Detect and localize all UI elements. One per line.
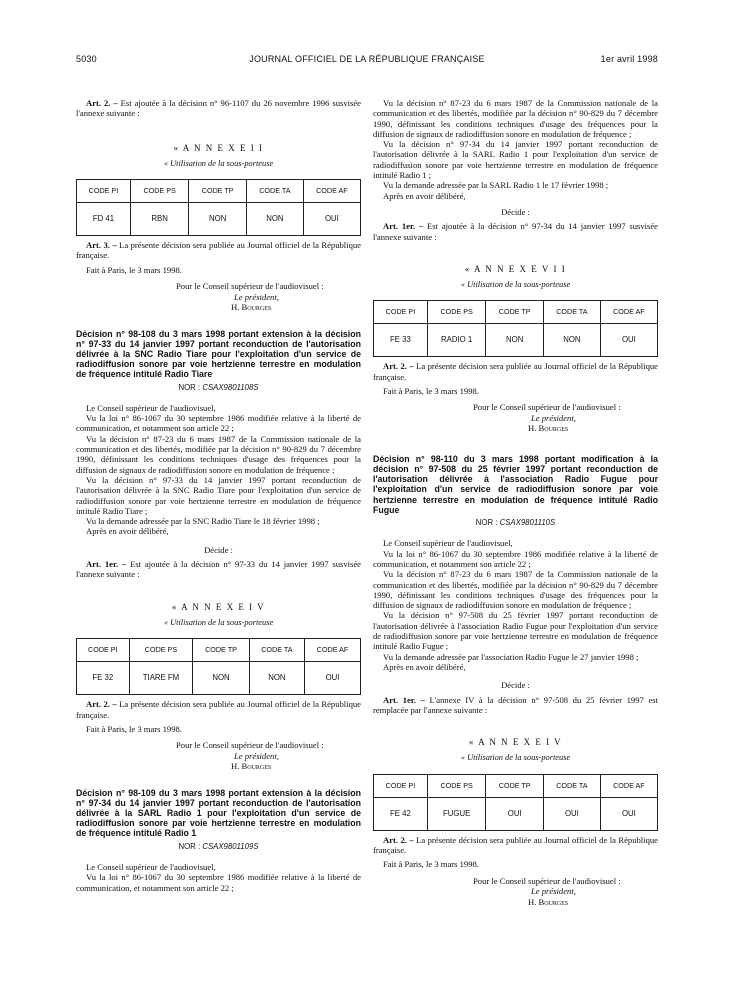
left-column [76, 98, 361, 893]
table-cell: FUGUE [427, 797, 486, 830]
annex-table [373, 300, 658, 357]
table-cell: NON [193, 662, 249, 695]
nor-reference: NOR : CSAX9801110S [475, 518, 556, 528]
paragraph: Vu la demande adressée par l'association Radio Fugue le 27 janvier 1998 ; [383, 651, 639, 662]
article-paragraph: Art. 1er. – L'annexe IV à la décision n° 97-508 du 25 février 1997 est remplacée par l'annexe suivante : [373, 694, 658, 715]
date-line: Fait à Paris, le 3 mars 1998. [383, 859, 479, 870]
paragraph: Vu la loi n° 86-1067 du 30 septembre 1986 modifiée relative à la liberté de communication, et notamment son article 22 ; [76, 872, 361, 893]
decide-heading: Décide : [204, 544, 233, 555]
table-header: CODE PS [129, 639, 193, 662]
paragraph: Vu la loi n° 86-1067 du 30 septembre 1986 modifiée relative à la liberté de communication, et notamment son article 22 ; [373, 548, 658, 569]
table-header: CODE TP [189, 180, 247, 203]
annex-table [76, 638, 361, 695]
nor-reference: NOR : CSAX9801108S [178, 382, 259, 392]
date-line: Fait à Paris, le 3 mars 1998. [86, 264, 182, 275]
paragraph: Après en avoir délibéré, [383, 190, 466, 201]
decision-title: Décision n° 98-110 du 3 mars 1998 portant modification à la décision n° 97-508 du 25 février 1997 portant reconduction de l'autorisation délivrée à l'association Radio Fugue pour l'exploitation d'un service de radiodiffusion sonore par voie hertzienne terrestre en modulation de fréquence intitulé Radio Fugue [373, 453, 658, 515]
table-cell: OUI [600, 324, 657, 357]
annex-title: « A N N E X E I I [173, 142, 264, 153]
table-header-row [77, 639, 361, 662]
decide-heading: Décide : [501, 680, 530, 691]
nor-reference: NOR : CSAX9801109S [178, 841, 259, 851]
annex-table [373, 774, 658, 831]
table-header: CODE TP [193, 639, 249, 662]
table-header: CODE TP [486, 301, 544, 324]
article-paragraph: Art. 3. – La présente décision sera publiée au Journal officiel de la République française. [76, 240, 361, 261]
paragraph: Vu la loi n° 86-1067 du 30 septembre 1986 modifiée relative à la liberté de communication, et notamment son article 22 ; [76, 413, 361, 434]
decision-title: Décision n° 98-109 du 3 mars 1998 portant extension à la décision n° 97-34 du 14 janvier 1997 portant reconduction de l'autorisation délivrée à la SARL Radio 1 pour l'exploitation d'un service de radiodiffusion sonore par voie hertzienne terrestre en modulation de fréquence intitulé Radio 1 [76, 787, 361, 839]
page-header [76, 54, 658, 68]
table-cell: OUI [544, 797, 601, 830]
table-cell: TIARE FM [129, 662, 193, 695]
annex-table [76, 179, 361, 236]
annex-title: « A N N E X E I V [171, 601, 266, 612]
table-cell: NON [249, 662, 304, 695]
table-cell: FE 42 [374, 797, 428, 830]
paragraph: Le Conseil supérieur de l'audiovisuel, [86, 861, 216, 872]
annex-subtitle: « Utilisation de la sous-porteuse [460, 753, 571, 763]
table-header: CODE PI [374, 774, 428, 797]
table-cell: OUI [600, 797, 657, 830]
table-header: CODE TA [544, 301, 601, 324]
paragraph: Vu la décision n° 87-23 du 6 mars 1987 de la Commission nationale de la communication et des libertés, modifiée par la décision n° 90-829 du 7 décembre 1990, définissant les conditions techniques d'usage des fréquences pour la diffusion de signaux de radiodiffusion sonore en modulation de fréquence ; [373, 569, 658, 611]
table-header: CODE PI [77, 639, 130, 662]
paragraph: Vu la décision n° 87-23 du 6 mars 1987 de la Commission nationale de la communication et des libertés, modifiée par la décision n° 90-829 du 7 décembre 1990, définissant les conditions techniques d'usage des fréquences pour la diffusion de signaux de radiodiffusion sonore en modulation de fréquence ; [76, 433, 361, 475]
paragraph: Vu la décision n° 87-23 du 6 mars 1987 de la Commission nationale de la communication et des libertés, modifiée par la décision n° 90-829 du 7 décembre 1990, définissant les conditions techniques d'usage des fréquences pour la diffusion de signaux de radiodiffusion sonore en modulation de fréquence ; [373, 98, 658, 139]
paragraph: Vu la décision n° 97-508 du 25 février 1997 portant reconduction de l'autorisation délivrée à l'association Radio Fugue pour l'exploitation d'un service de radiodiffusion sonore par voie hertzienne terrestre en modulation de fréquence intitulé Radio Fugue ; [373, 610, 658, 652]
table-header: CODE TA [247, 180, 304, 203]
article-paragraph: Art. 2. – La présente décision sera publiée au Journal officiel de la République française. [76, 699, 361, 720]
paragraph: Vu la décision n° 97-33 du 14 janvier 1997 portant reconduction de l'autorisation délivrée à la SNC Radio Tiare pour l'exploitation d'un service de radiodiffusion sonore par voie hertzienne terrestre en modulation de fréquence intitulé Radio Tiare ; [76, 474, 361, 516]
table-header: CODE AF [305, 639, 361, 662]
issue-date: 1er avril 1998 [600, 54, 658, 64]
table-header-row [77, 180, 361, 203]
paragraph: Vu la demande adressée par la SARL Radio 1 le 17 février 1998 ; [383, 180, 609, 191]
table-header: CODE PI [77, 180, 131, 203]
signature-block: Pour le Conseil supérieur de l'audiovisuel : Le président, H. Bourges [176, 281, 324, 313]
table-row [374, 797, 658, 830]
table-header: CODE TA [249, 639, 304, 662]
decide-heading: Décide : [501, 206, 530, 217]
table-cell: FE 32 [77, 662, 130, 695]
annex-subtitle: « Utilisation de la sous-porteuse [460, 280, 571, 290]
table-cell: NON [247, 203, 304, 236]
paragraph: Vu la décision n° 97-34 du 14 janvier 1997 portant reconduction de l'autorisation délivrée à la SARL Radio 1 pour l'exploitation d'un service de radiodiffusion sonore par voie hertzienne terrestre en modulation de fréquence intitulé Radio 1 ; [373, 139, 658, 181]
table-cell: NON [189, 203, 247, 236]
paragraph: Vu la demande adressée par la SNC Radio Tiare le 18 février 1998 ; [86, 516, 320, 527]
paragraph: Le Conseil supérieur de l'audiovisuel, [86, 402, 216, 413]
paragraph: Après en avoir délibéré, [383, 661, 466, 672]
table-row [77, 662, 361, 695]
signature-block: Pour le Conseil supérieur de l'audiovisuel : Le président, H. Bourges [473, 402, 621, 434]
table-cell: NON [486, 324, 544, 357]
annex-subtitle: « Utilisation de la sous-porteuse [163, 617, 274, 627]
table-header: CODE PS [427, 301, 486, 324]
date-line: Fait à Paris, le 3 mars 1998. [86, 723, 182, 734]
article-paragraph: Art. 2. – La présente décision sera publiée au Journal officiel de la République française. [373, 361, 658, 382]
table-cell: OUI [305, 662, 361, 695]
annex-title: « A N N E X E V I I [464, 263, 567, 274]
table-header: CODE PS [427, 774, 486, 797]
table-cell: NON [544, 324, 601, 357]
table-header: CODE AF [303, 180, 360, 203]
table-header-row [374, 301, 658, 324]
signature-block: Pour le Conseil supérieur de l'audiovisuel : Le président, H. Bourges [176, 740, 324, 772]
table-header-row [374, 774, 658, 797]
article-paragraph: Art. 2. – La présente décision sera publiée au Journal officiel de la République française. [373, 834, 658, 855]
article-paragraph: Art. 1er. – Est ajoutée à la décision n° 97-33 du 14 janvier 1997 susvisée l'annexe suivante : [76, 559, 361, 580]
table-header: CODE AF [600, 301, 657, 324]
decision-title: Décision n° 98-108 du 3 mars 1998 portant extension à la décision n° 97-33 du 14 janvier 1997 portant reconduction de l'autorisation délivrée à la SNC Radio Tiare pour l'exploitation d'un service de radiodiffusion sonore par voie hertzienne terrestre en modulation de fréquence intitulé Radio Tiare [76, 328, 361, 380]
right-column [373, 98, 658, 907]
paragraph: Le Conseil supérieur de l'audiovisuel, [383, 538, 513, 549]
table-header: CODE AF [600, 774, 657, 797]
table-cell: FE 33 [374, 324, 428, 357]
date-line: Fait à Paris, le 3 mars 1998. [383, 386, 479, 397]
journal-title: JOURNAL OFFICIEL DE LA RÉPUBLIQUE FRANÇAISE [249, 54, 485, 64]
signature-block: Pour le Conseil supérieur de l'audiovisuel : Le président, H. Bourges [473, 875, 621, 907]
table-cell: RBN [130, 203, 189, 236]
article-paragraph: Art. 2. – Est ajoutée à la décision n° 96-1107 du 26 novembre 1996 susvisée l'annexe suivante : [76, 98, 361, 119]
table-cell: OUI [303, 203, 360, 236]
table-cell: FD 41 [77, 203, 131, 236]
page-number: 5030 [76, 54, 97, 64]
annex-title: « A N N E X E I V [468, 737, 563, 748]
annex-subtitle: « Utilisation de la sous-porteuse [163, 158, 274, 168]
table-row [77, 203, 361, 236]
table-row [374, 324, 658, 357]
table-header: CODE PI [374, 301, 428, 324]
table-cell: RADIO 1 [427, 324, 486, 357]
table-header: CODE TP [486, 774, 544, 797]
table-cell: OUI [486, 797, 544, 830]
table-header: CODE TA [544, 774, 601, 797]
table-header: CODE PS [130, 180, 189, 203]
paragraph: Après en avoir délibéré, [86, 526, 169, 537]
article-paragraph: Art. 1er. – Est ajoutée à la décision n° 97-34 du 14 janvier 1997 susvisée l'annexe suivante : [373, 221, 658, 242]
